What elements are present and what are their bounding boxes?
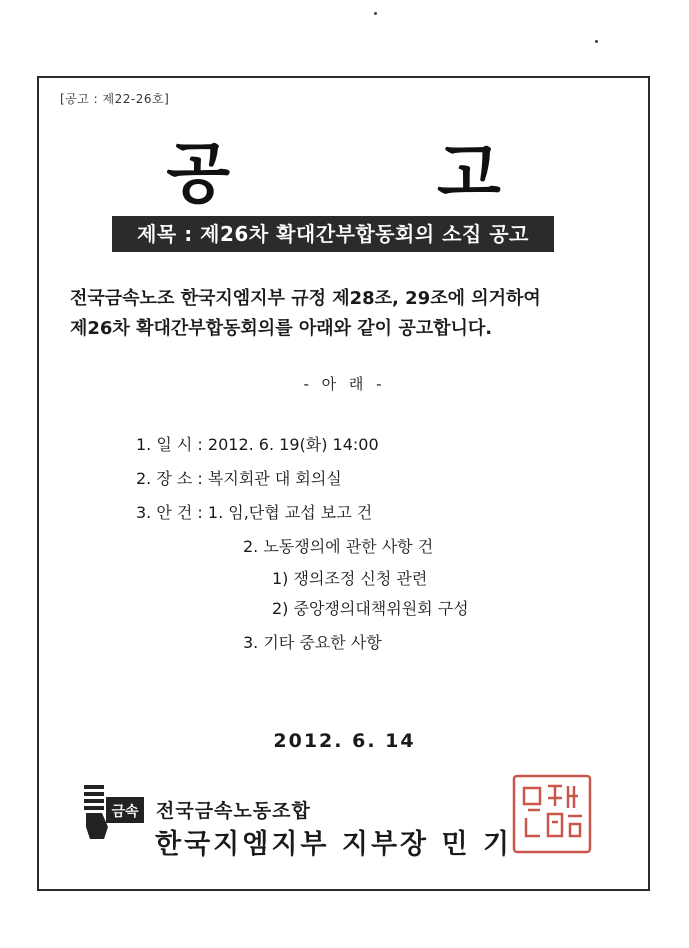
item-date-time: 1. 일 시 : 2012. 6. 19(화) 14:00	[136, 435, 379, 454]
intro-paragraph	[70, 284, 630, 344]
signatory: 한국지엠지부 지부장 민 기	[155, 829, 513, 860]
agenda-item-3: 3. 기타 중요한 사항	[243, 633, 382, 652]
intro-line-1: 전국금속노조 한국지엠지부 규정 제28조, 29조에 의거하여	[70, 288, 541, 309]
agenda-subitem-2: 2) 중앙쟁의대책위원회 구성	[272, 599, 469, 618]
page-title: 공 고	[166, 135, 593, 212]
scan-speck	[374, 12, 377, 15]
item-agenda: 3. 안 건 : 1. 임,단협 교섭 보고 건	[136, 503, 373, 522]
agenda-item-2: 2. 노동쟁의에 관한 사항 건	[243, 537, 434, 556]
intro-line-2: 제26차 확대간부합동회의를 아래와 같이 공고합니다.	[70, 318, 493, 339]
subject-banner: 제목 : 제26차 확대간부합동회의 소집 공고	[112, 216, 554, 252]
notice-number: [공고 : 제22-26호]	[60, 92, 170, 106]
item-location: 2. 장 소 : 복지회관 대 회의실	[136, 469, 342, 488]
issue-date: 2012. 6. 14	[273, 730, 416, 752]
official-seal	[508, 770, 596, 858]
below-heading: - 아 래 -	[303, 375, 386, 393]
logo-text: 금속	[111, 804, 139, 820]
scan-speck	[595, 40, 598, 43]
org-name: 전국금속노동조합	[156, 800, 311, 822]
agenda-subitem-1: 1) 쟁의조정 신청 관련	[272, 569, 428, 588]
union-logo-icon	[82, 783, 148, 843]
